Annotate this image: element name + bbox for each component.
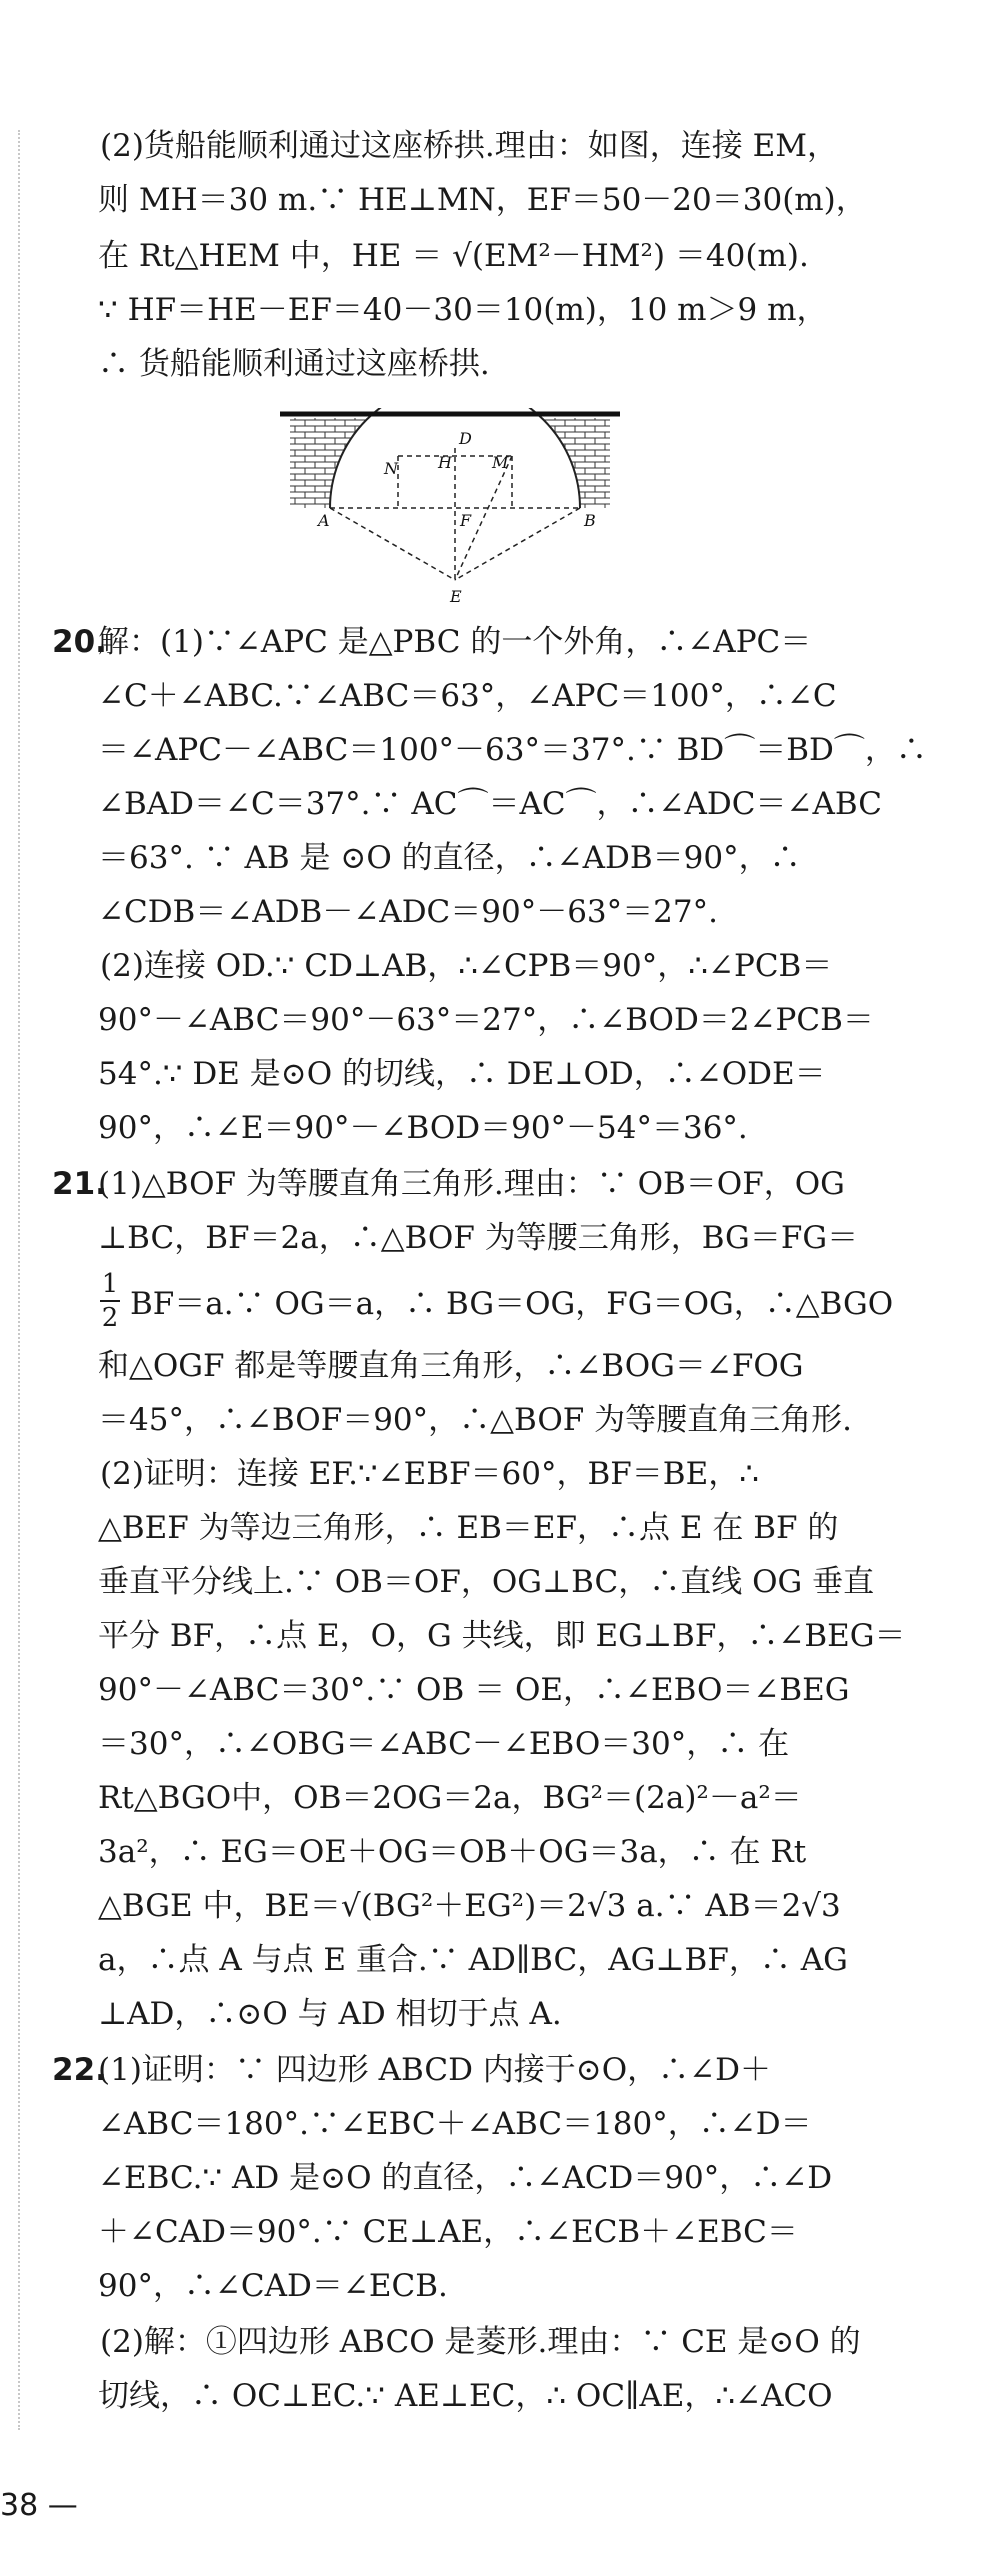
text-line: (1)证明：∵ 四边形 ABCD 内接于⊙O，∴∠D＋: [98, 2052, 772, 2088]
text-line: 则 MH＝30 m.∵ HE⊥MN，EF＝50－20＝30(m)，: [98, 182, 867, 218]
label-b: B: [584, 511, 596, 530]
text-line: Rt△BGO中，OB＝2OG＝2a，BG²＝(2a)²－a²＝: [98, 1780, 802, 1816]
text-line: ⊥AD，∴⊙O 与 AD 相切于点 A.: [98, 1996, 562, 2032]
text-line: ＝∠APC－∠ABC＝100°－63°＝37°.∵ BD⌒＝BD⌒，∴: [98, 732, 927, 768]
text-line: ∵ HF＝HE－EF＝40－30＝10(m)，10 m＞9 m，: [98, 292, 828, 328]
text-line: △BGE 中，BE＝√(BG²＋EG²)＝2√3 a.∵ AB＝2√3: [98, 1888, 841, 1924]
fraction-bar: [100, 1300, 120, 1302]
fraction-numerator: 1: [101, 1269, 119, 1299]
page-number: 38 —: [0, 2488, 78, 2523]
text-line: ∠CDB＝∠ADB－∠ADC＝90°－63°＝27°.: [98, 894, 718, 930]
text-line: 和△OGF 都是等腰直角三角形，∴∠BOG＝∠FOG: [98, 1348, 804, 1384]
margin-dotted-rule: [18, 130, 20, 2430]
text-line: BF＝a.∵ OG＝a，∴ BG＝OG，FG＝OG，∴△BGO: [130, 1286, 894, 1322]
label-d: D: [459, 429, 472, 448]
text-line: ∠ABC＝180°.∵∠EBC＋∠ABC＝180°，∴∠D＝: [98, 2106, 812, 2142]
text-line: 90°－∠ABC＝90°－63°＝27°，∴∠BOD＝2∠PCB＝: [98, 1002, 874, 1038]
label-n: N: [384, 459, 398, 478]
text-line: a，∴点 A 与点 E 重合.∵ AD∥BC，AG⊥BF，∴ AG: [98, 1942, 848, 1978]
text-line: (2)证明：连接 EF.∵∠EBF＝60°，BF＝BE，∴: [100, 1456, 759, 1492]
text-line: (2)货船能顺利通过这座桥拱.理由：如图，连接 EM，: [100, 128, 838, 164]
label-h: H: [438, 453, 452, 472]
bridge-arch-figure: [280, 408, 630, 608]
text-line: 解：(1)∵∠APC 是△PBC 的一个外角，∴∠APC＝: [98, 624, 812, 660]
line-be: [455, 508, 580, 580]
text-line: 90°－∠ABC＝30°.∵ OB ＝ OE，∴∠EBO＝∠BEG: [98, 1672, 850, 1708]
text-line: 90°，∴∠E＝90°－∠BOD＝90°－54°＝36°.: [98, 1110, 748, 1146]
text-line: ⊥BC，BF＝2a，∴△BOF 为等腰三角形，BG＝FG＝: [98, 1220, 859, 1256]
text-line: ＝45°，∴∠BOF＝90°，∴△BOF 为等腰直角三角形.: [98, 1402, 852, 1438]
text-line: (2)连接 OD.∵ CD⊥AB，∴∠CPB＝90°，∴∠PCB＝: [100, 948, 833, 984]
text-line: ＝30°，∴∠OBG＝∠ABC－∠EBO＝30°，∴ 在: [98, 1726, 790, 1762]
question-number: 21.: [52, 1166, 107, 1202]
label-m: M: [492, 453, 509, 472]
text-line: ＋∠CAD＝90°.∵ CE⊥AE，∴∠ECB＋∠EBC＝: [98, 2214, 798, 2250]
fraction-denominator: 2: [101, 1303, 119, 1333]
label-f: F: [460, 511, 472, 530]
question-number: 22.: [52, 2052, 107, 2088]
label-a: A: [318, 511, 330, 530]
text-line: 3a²，∴ EG＝OE＋OG＝OB＋OG＝3a，∴ 在 Rt: [98, 1834, 807, 1870]
text-line: △BEF 为等边三角形，∴ EB＝EF，∴点 E 在 BF 的: [98, 1510, 839, 1546]
text-line: ＝63°. ∵ AB 是 ⊙O 的直径，∴∠ADB＝90°，∴: [98, 840, 801, 876]
text-line: 54°.∵ DE 是⊙O 的切线，∴ DE⊥OD，∴∠ODE＝: [98, 1056, 826, 1092]
text-line: 90°，∴∠CAD＝∠ECB.: [98, 2268, 448, 2304]
text-line: 在 Rt△HEM 中，HE ＝ √(EM²－HM²) ＝40(m).: [98, 238, 809, 274]
line-ae: [330, 508, 455, 580]
text-line: ∠BAD＝∠C＝37°.∵ AC⌒＝AC⌒，∴∠ADC＝∠ABC: [98, 786, 882, 822]
text-line: 垂直平分线上.∵ OB＝OF，OG⊥BC，∴直线 OG 垂直: [98, 1564, 875, 1600]
label-e: E: [450, 587, 462, 606]
question-number: 20.: [52, 624, 107, 660]
text-line: ∠C＋∠ABC.∵∠ABC＝63°，∠APC＝100°，∴∠C: [98, 678, 837, 714]
text-line: ∴ 货船能顺利通过这座桥拱.: [98, 346, 490, 382]
text-line: ∠EBC.∵ AD 是⊙O 的直径，∴∠ACD＝90°，∴∠D: [98, 2160, 833, 2196]
text-line: 切线，∴ OC⊥EC.∵ AE⊥EC，∴ OC∥AE，∴∠ACO: [98, 2378, 833, 2414]
text-line: 平分 BF，∴点 E，O，G 共线，即 EG⊥BF，∴∠BEG＝: [98, 1618, 906, 1654]
text-line: (2)解：①四边形 ABCO 是菱形.理由：∵ CE 是⊙O 的: [100, 2324, 861, 2360]
text-line: (1)△BOF 为等腰直角三角形.理由：∵ OB＝OF，OG: [98, 1166, 845, 1202]
